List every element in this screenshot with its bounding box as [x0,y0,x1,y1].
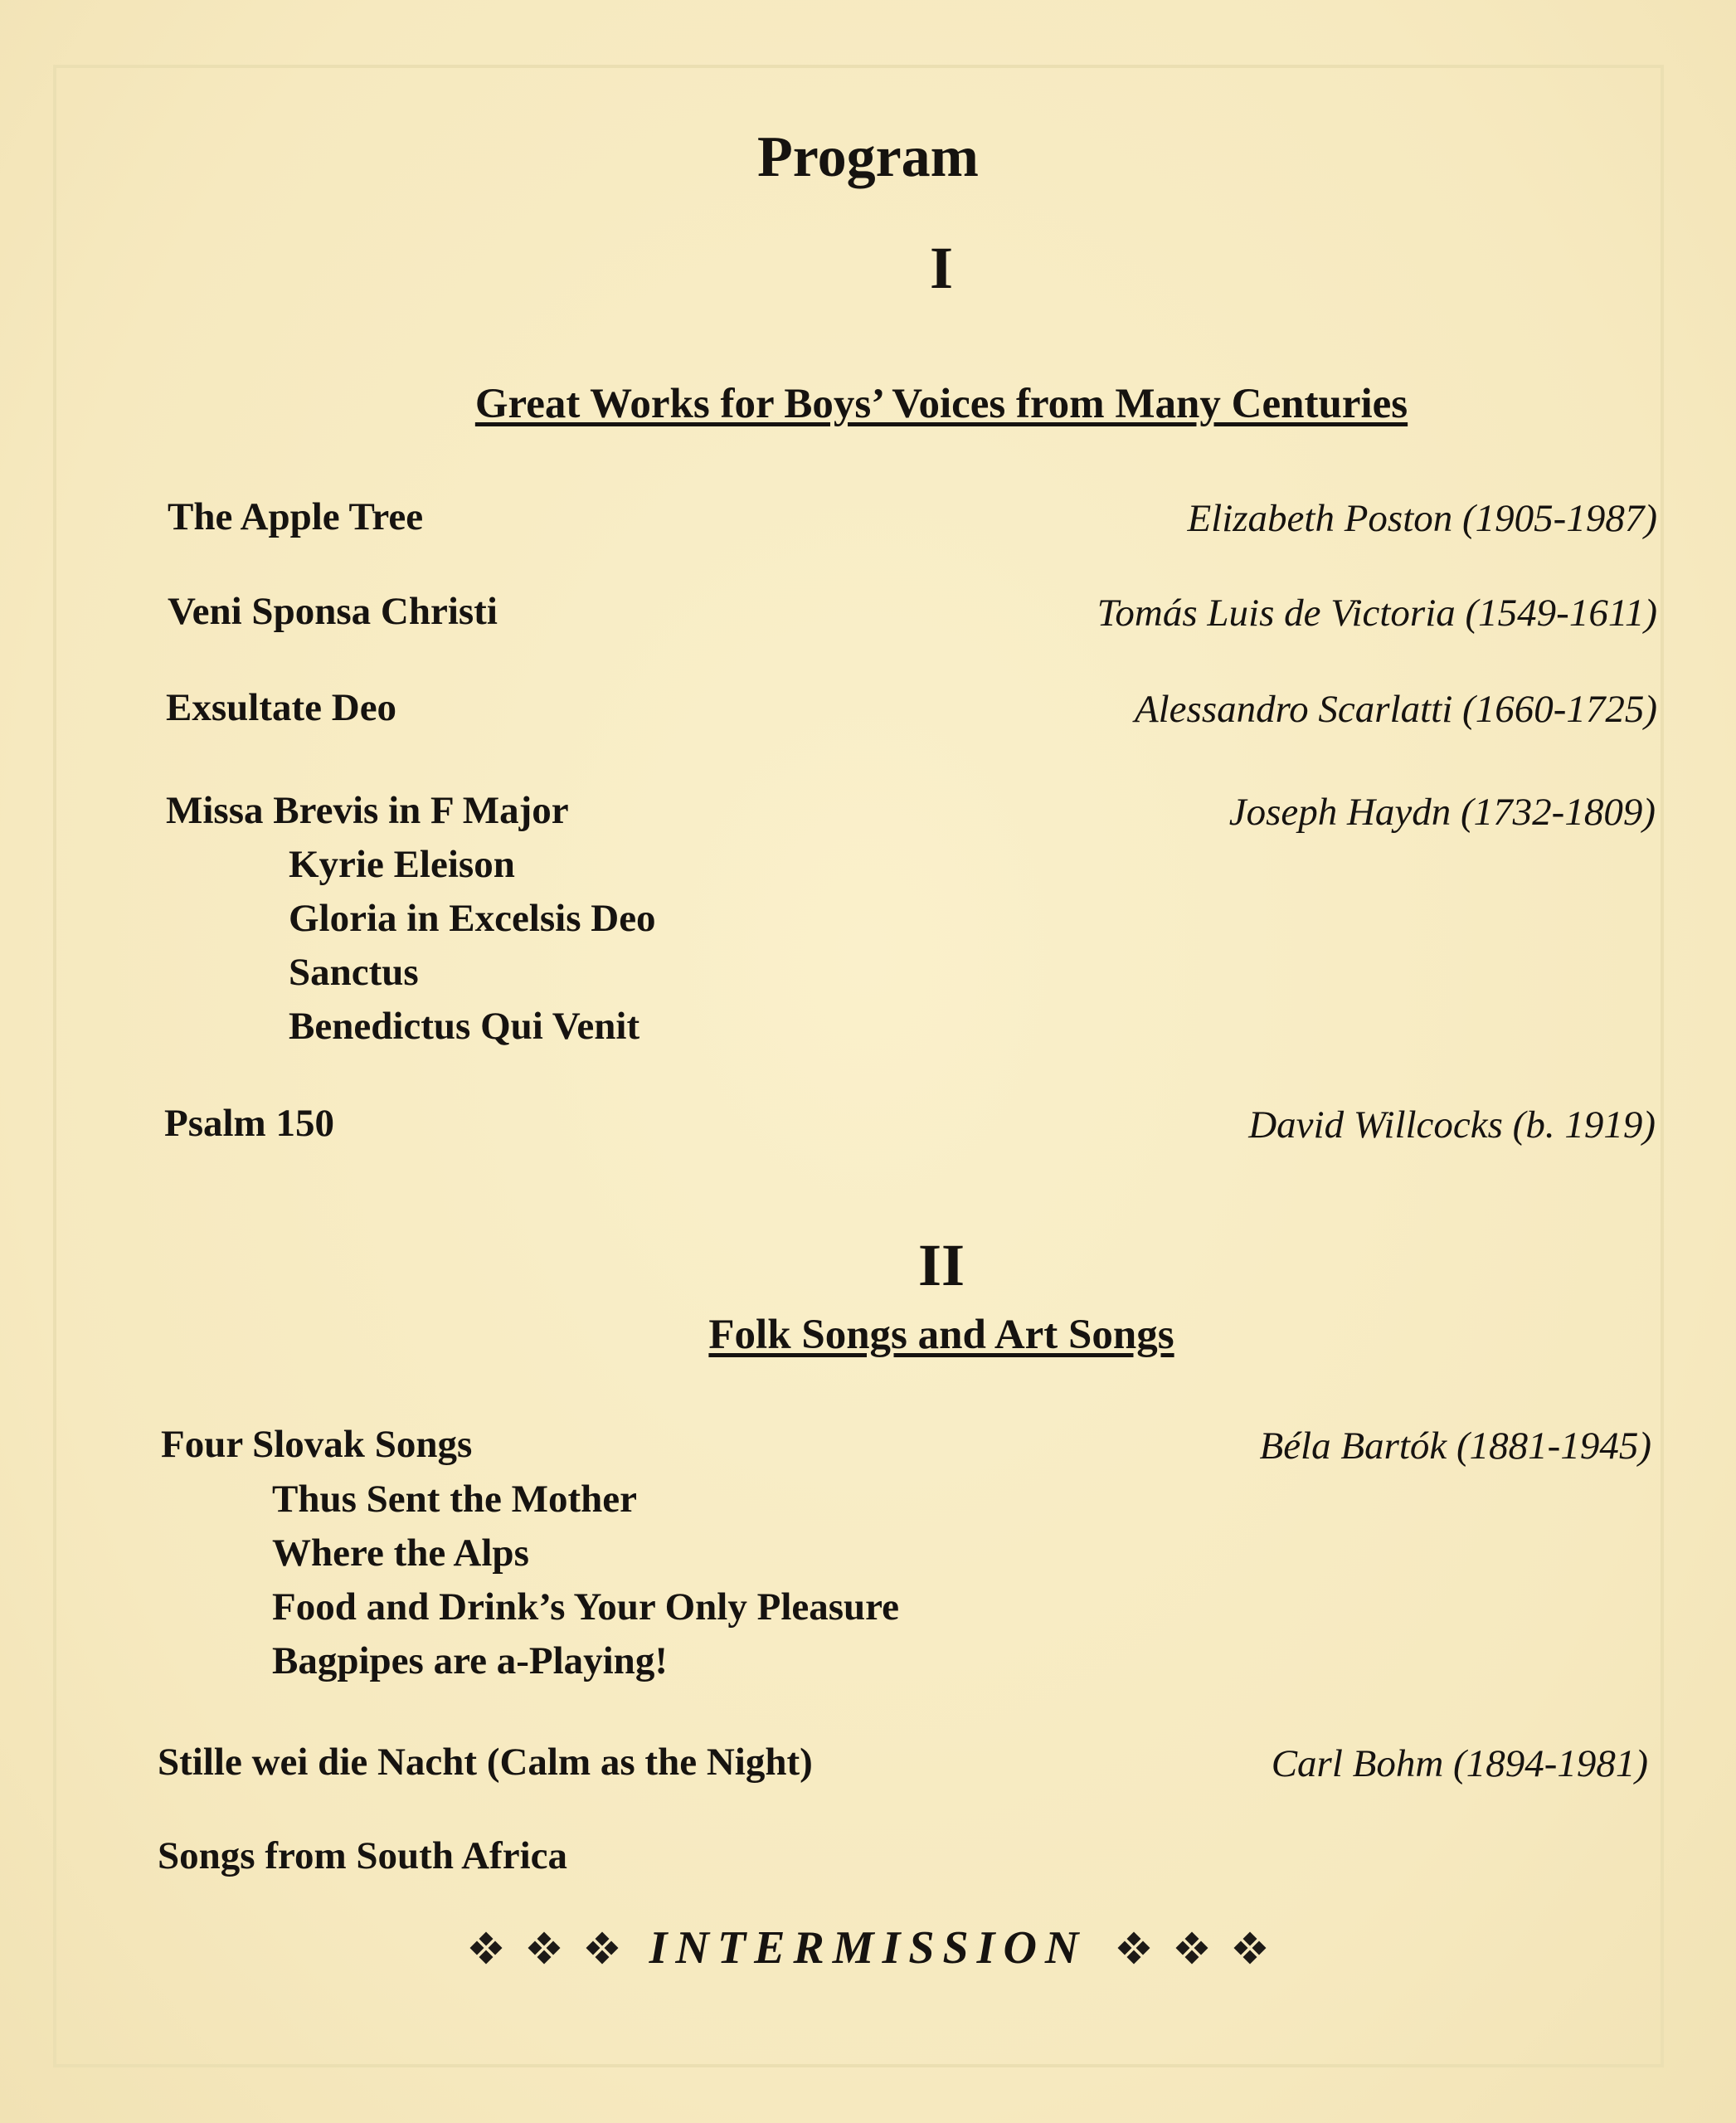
work-title: Songs from South Africa [158,1834,567,1877]
diamond-ornament-icon [588,1934,616,1962]
part-one-numeral: I [929,235,954,301]
movement-title: Where the Alps [272,1531,529,1575]
work-title: Psalm 150 [164,1102,334,1145]
movement-title: Bagpipes are a-Playing! [272,1639,668,1682]
work-title: Four Slovak Songs [161,1423,473,1466]
ornament-right [1120,1934,1264,1962]
diamond-ornament-icon [1236,1934,1264,1962]
movement-title: Thus Sent the Mother [272,1478,637,1521]
ornament-left [472,1934,616,1962]
movement-title: Food and Drink’s Your Only Pleasure [272,1585,900,1629]
part-one-heading: Great Works for Boys’ Voices from Many Centuries [474,381,1408,427]
work-composer: Joseph Haydn (1732-1809) [1228,791,1656,834]
work-title: Missa Brevis in F Major [166,789,569,832]
diamond-ornament-icon [1120,1934,1148,1962]
work-composer: Béla Bartók (1881-1945) [1259,1424,1651,1468]
movement-title: Benedictus Qui Venit [289,1005,640,1048]
work-title: Exsultate Deo [166,686,397,729]
work-composer: Tomás Luis de Victoria (1549-1611) [1097,592,1657,635]
work-composer: Alessandro Scarlatti (1660-1725) [1134,688,1657,731]
program-title: Program [757,125,979,189]
part-two-numeral: II [917,1232,965,1298]
intermission-line [0,1921,1736,1974]
work-composer: Carl Bohm (1894-1981) [1271,1742,1648,1785]
movement-title: Kyrie Eleison [289,843,515,886]
work-title: Veni Sponsa Christi [168,590,498,633]
diamond-ornament-icon [530,1934,558,1962]
work-title: The Apple Tree [168,495,424,538]
diamond-ornament-icon [1178,1934,1206,1962]
movement-title: Gloria in Excelsis Deo [289,897,656,940]
work-composer: David Willcocks (b. 1919) [1248,1103,1656,1147]
diamond-ornament-icon [472,1934,500,1962]
movement-title: Sanctus [289,951,419,994]
work-composer: Elizabeth Poston (1905-1987) [1187,497,1657,540]
intermission-label: INTERMISSION [649,1922,1087,1974]
part-two-heading: Folk Songs and Art Songs [708,1312,1174,1358]
work-title: Stille wei die Nacht (Calm as the Night) [158,1741,813,1784]
